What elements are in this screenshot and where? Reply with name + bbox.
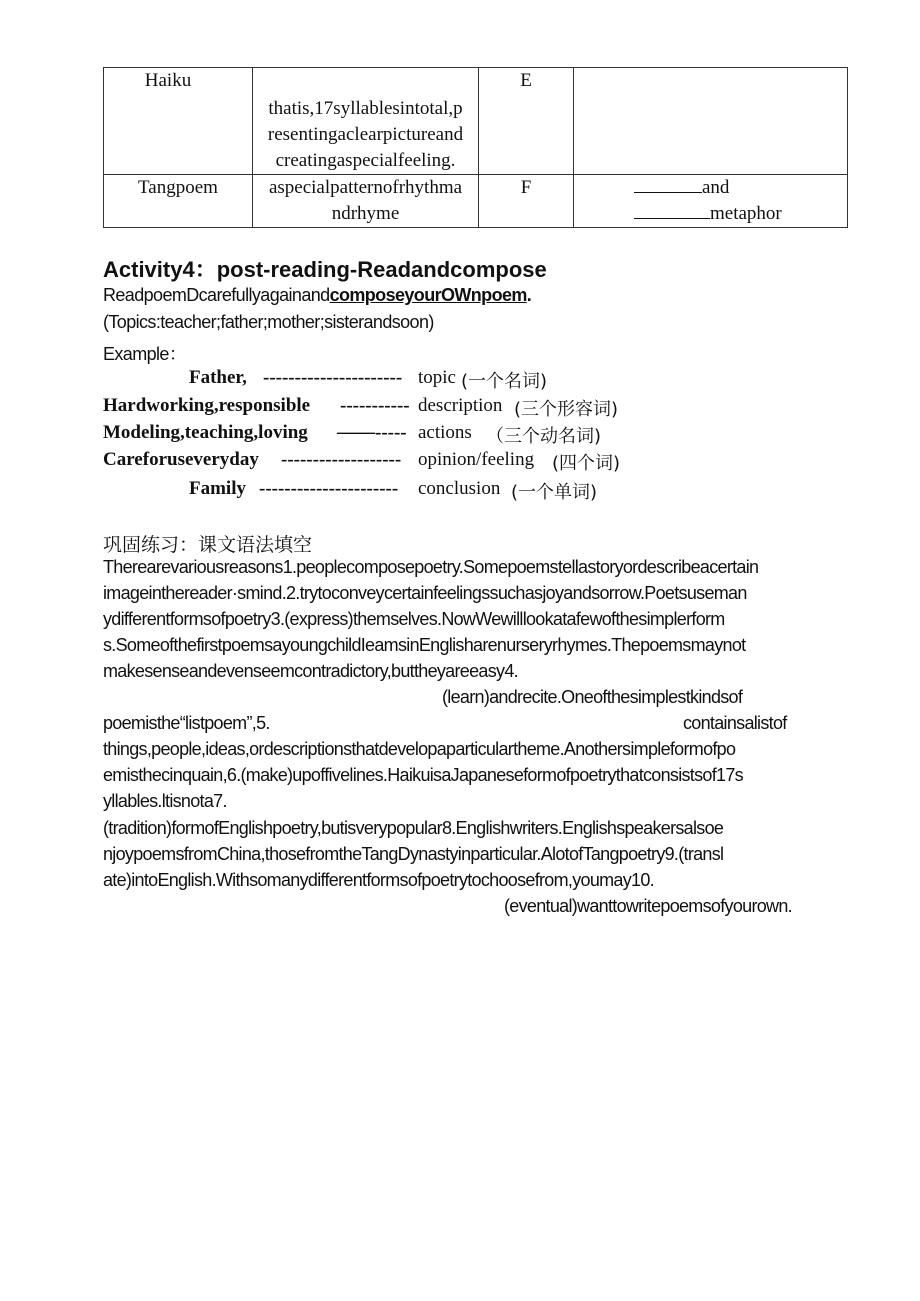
- topics-text: (Topics:teacher;father;mother;sisterandsoon): [103, 312, 434, 332]
- exercise-line: imageinthereader·smind.2.trytoconveycertainfeelingssuchasjoyandsorrow.Poetsuseman: [103, 583, 747, 603]
- exercise-line: yllables.ltisnota7.: [103, 791, 227, 811]
- exercise-line: makesenseandevenseemcontradictory,buttheyareeasy4.: [103, 661, 518, 681]
- exercise-line: (eventual)wanttowritepoemsofyourown.: [504, 896, 792, 916]
- exercise-line: ate)intoEnglish.Withsomanydifferentformsofpoetrytochoosefrom,youmay10.: [103, 870, 654, 890]
- exercise-line: things,people,ideas,ordescriptionsthatdevelopaparticulartheme.Anothersimpleformofpo: [103, 739, 736, 759]
- activity-instruction: ReadpoemDcarefullyagainandcomposeyourOWnpoem.: [103, 285, 532, 305]
- table-row: [104, 175, 848, 228]
- answer-blank[interactable]: [634, 218, 710, 219]
- exercise-line: (tradition)formofEnglishpoetry,butisverypopular8.Englishwriters.Englishspeakersalsoe: [103, 818, 724, 838]
- activity-heading: Activity4：post-reading-Readandcompose: [103, 257, 547, 282]
- poetry-forms-table: [103, 67, 848, 228]
- exercise-line: (learn)andrecite.Oneofthesimplestkindsof: [442, 687, 743, 707]
- table-row: [104, 68, 848, 175]
- form-name-cell: Tangpoem: [104, 175, 253, 228]
- exercise-line: s.SomeofthefirstpoemsayoungchildIeamsinEnglisharenurseryrhymes.Thepoemsmaynot: [103, 635, 746, 655]
- answer-cell: and metaphor: [574, 175, 848, 228]
- exercise-line: emisthecinquain,6.(make)upoffivelines.HaikuisaJapaneseformofpoetrythatconsistsof17s: [103, 765, 743, 785]
- exercise-line: njoypoemsfromChina,thosefromtheTangDynastyinparticular.AlotofTangpoetry9.(transl: [103, 844, 724, 864]
- poem-letter-cell: E: [479, 68, 574, 175]
- exercise-line: containsalistof: [683, 713, 787, 733]
- exercise-line: Therearevariousreasons1.peoplecomposepoetry.Somepoemstellastoryordescribeacertain: [103, 557, 759, 577]
- exercise-line: poemisthe“listpoem”,5.: [103, 713, 270, 733]
- form-name-cell: Haiku: [104, 68, 253, 175]
- poem-letter-cell: F: [479, 175, 574, 228]
- example-label: Example：: [103, 344, 187, 364]
- form-description-cell: aspecialpatternofrhythma ndrhyme: [253, 175, 479, 228]
- exercise-title: 巩固练习：课文语法填空: [103, 534, 313, 556]
- answer-cell: [574, 68, 848, 175]
- answer-blank[interactable]: [634, 192, 702, 193]
- form-description-cell: thatis,17syllablesintotal,p resentingaclearpictureand creatingaspecialfeeling.: [253, 68, 479, 175]
- exercise-line: ydifferentformsofpoetry3.(express)themselves.NowWewilllookatafewofthesimplerform: [103, 609, 725, 629]
